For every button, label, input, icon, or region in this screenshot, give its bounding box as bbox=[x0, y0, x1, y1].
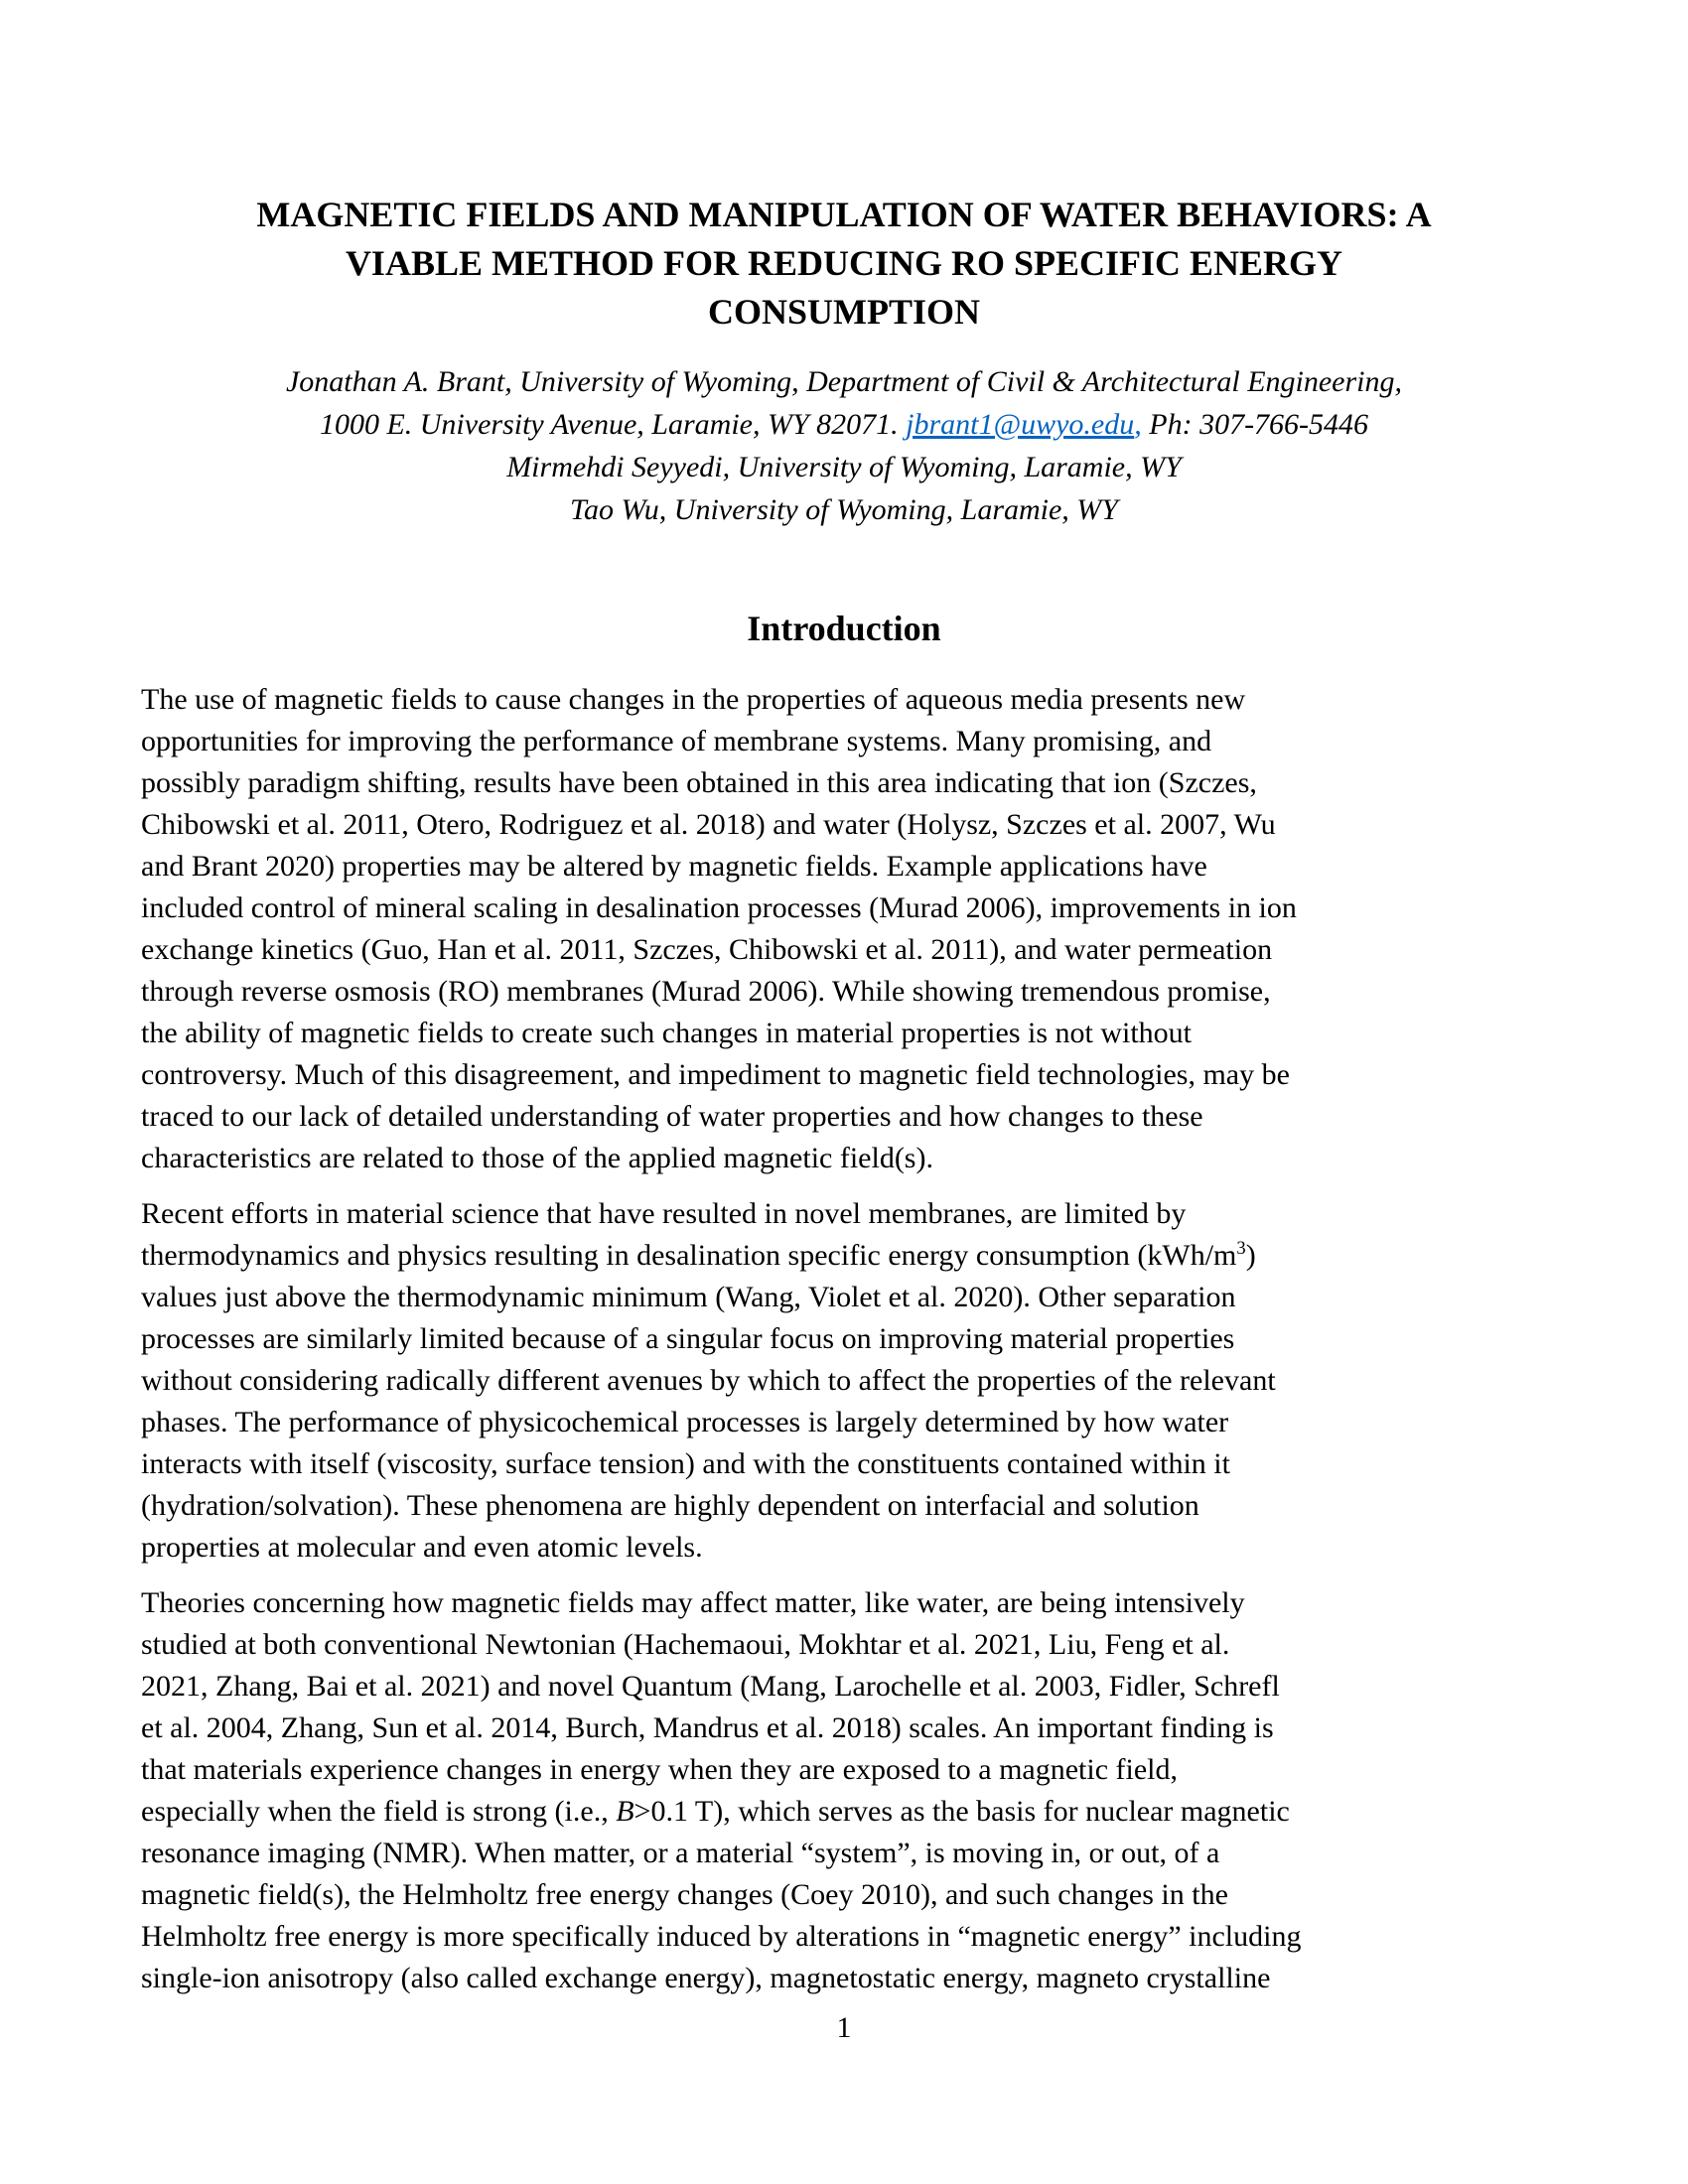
text-segment: especially when the field is strong (i.e., bbox=[141, 1795, 617, 1828]
text-line: studied at both conventional Newtonian (Hachemaoui, Mokhtar et al. 2021, Liu, Feng et al. bbox=[141, 1628, 1230, 1661]
text-line: magnetic field(s), the Helmholtz free energy changes (Coey 2010), and such changes in the bbox=[141, 1878, 1228, 1911]
text-segment: >0.1 T), which serves as the basis for nuclear magnetic bbox=[633, 1795, 1290, 1828]
author-line-1: Jonathan A. Brant, University of Wyoming, Department of Civil & Architectural Engineering, bbox=[285, 365, 1403, 398]
text-segment: ) bbox=[1245, 1239, 1256, 1272]
text-line: through reverse osmosis (RO) membranes (Murad 2006). While showing tremendous promise, bbox=[141, 975, 1271, 1008]
text-line: resonance imaging (NMR). When matter, or a material “system”, is moving in, or out, of a bbox=[141, 1837, 1220, 1869]
paper-title-line-1: MAGNETIC FIELDS AND MANIPULATION OF WATER BEHAVIORS: A bbox=[256, 195, 1432, 234]
author-line-2-comma: , bbox=[1134, 408, 1142, 441]
text-line: The use of magnetic fields to cause changes in the properties of aqueous media presents new bbox=[141, 683, 1246, 716]
text-line: possibly paradigm shifting, results have been obtained in this area indicating that ion (Szczes, bbox=[141, 766, 1257, 799]
text-line: single-ion anisotropy (also called exchange energy), magnetostatic energy, magneto crystalline bbox=[141, 1962, 1271, 1994]
author-block bbox=[141, 360, 1547, 531]
text-line: exchange kinetics (Guo, Han et al. 2011, Szczes, Chibowski et al. 2011), and water permeation bbox=[141, 933, 1273, 966]
text-line: 2021, Zhang, Bai et al. 2021) and novel Quantum (Mang, Larochelle et al. 2003, Fidler, Schrefl bbox=[141, 1670, 1280, 1703]
author-line-2 bbox=[141, 403, 1547, 446]
author-line-3: Mirmehdi Seyyedi, University of Wyoming, Laramie, WY bbox=[506, 451, 1182, 483]
text-segment: thermodynamics and physics resulting in desalination specific energy consumption (kWh/m bbox=[141, 1239, 1237, 1272]
text-line: characteristics are related to those of the applied magnetic field(s). bbox=[141, 1142, 933, 1174]
section-heading-introduction: Introduction bbox=[747, 609, 941, 648]
text-line: included control of mineral scaling in desalination processes (Murad 2006), improvements in ion bbox=[141, 891, 1297, 924]
paper-title-line-2: VIABLE METHOD FOR REDUCING RO SPECIFIC ENERGY bbox=[345, 243, 1343, 283]
paper-title-line-3: CONSUMPTION bbox=[707, 292, 980, 332]
paper-title bbox=[141, 191, 1547, 337]
variable-b-symbol: B bbox=[616, 1795, 634, 1828]
text-line: traced to our lack of detailed understanding of water properties and how changes to these bbox=[141, 1100, 1203, 1133]
paragraph-1 bbox=[141, 679, 1547, 1179]
paragraph-3 bbox=[141, 1582, 1547, 1999]
text-line: that materials experience changes in energy when they are exposed to a magnetic field, bbox=[141, 1753, 1179, 1786]
text-line: phases. The performance of physicochemical processes is largely determined by how water bbox=[141, 1406, 1229, 1438]
page-number: 1 bbox=[836, 2011, 852, 2044]
text-line: (hydration/solvation). These phenomena are highly dependent on interfacial and solution bbox=[141, 1489, 1199, 1522]
text-line bbox=[141, 1791, 1547, 1833]
paragraph-2 bbox=[141, 1193, 1547, 1569]
author-line-2-post: Ph: 307-766-5446 bbox=[1141, 408, 1369, 441]
email-link[interactable]: jbrant1@uwyo.edu bbox=[906, 408, 1135, 441]
page-footer bbox=[141, 2011, 1547, 2045]
text-line: Chibowski et al. 2011, Otero, Rodriguez et al. 2018) and water (Holysz, Szczes et al. 2007, Wu bbox=[141, 808, 1276, 841]
text-line: values just above the thermodynamic minimum (Wang, Violet et al. 2020). Other separation bbox=[141, 1281, 1236, 1313]
text-line: the ability of magnetic fields to create such changes in material properties is not without bbox=[141, 1017, 1193, 1049]
author-line-2-pre: 1000 E. University Avenue, Laramie, WY 82071. bbox=[319, 408, 907, 441]
author-line-4: Tao Wu, University of Wyoming, Laramie, WY bbox=[570, 493, 1118, 526]
text-line: Theories concerning how magnetic fields may affect matter, like water, are being intensively bbox=[141, 1586, 1245, 1619]
text-line: controversy. Much of this disagreement, and impediment to magnetic field technologies, may be bbox=[141, 1058, 1290, 1091]
text-line: processes are similarly limited because of a singular focus on improving material properties bbox=[141, 1322, 1235, 1355]
text-line: Helmholtz free energy is more specifically induced by alterations in “magnetic energy” including bbox=[141, 1920, 1302, 1953]
text-line: without considering radically different avenues by which to affect the properties of the relevant bbox=[141, 1364, 1276, 1397]
text-line: Recent efforts in material science that have resulted in novel membranes, are limited by bbox=[141, 1197, 1187, 1230]
text-line: opportunities for improving the performance of membrane systems. Many promising, and bbox=[141, 725, 1212, 757]
text-line: interacts with itself (viscosity, surface tension) and with the constituents contained within it bbox=[141, 1447, 1230, 1480]
superscript-exponent: 3 bbox=[1236, 1238, 1246, 1259]
text-line: and Brant 2020) properties may be altered by magnetic fields. Example applications have bbox=[141, 850, 1207, 883]
text-line: properties at molecular and even atomic levels. bbox=[141, 1531, 703, 1564]
text-line bbox=[141, 1235, 1547, 1277]
text-line: et al. 2004, Zhang, Sun et al. 2014, Burch, Mandrus et al. 2018) scales. An important finding is bbox=[141, 1711, 1274, 1744]
